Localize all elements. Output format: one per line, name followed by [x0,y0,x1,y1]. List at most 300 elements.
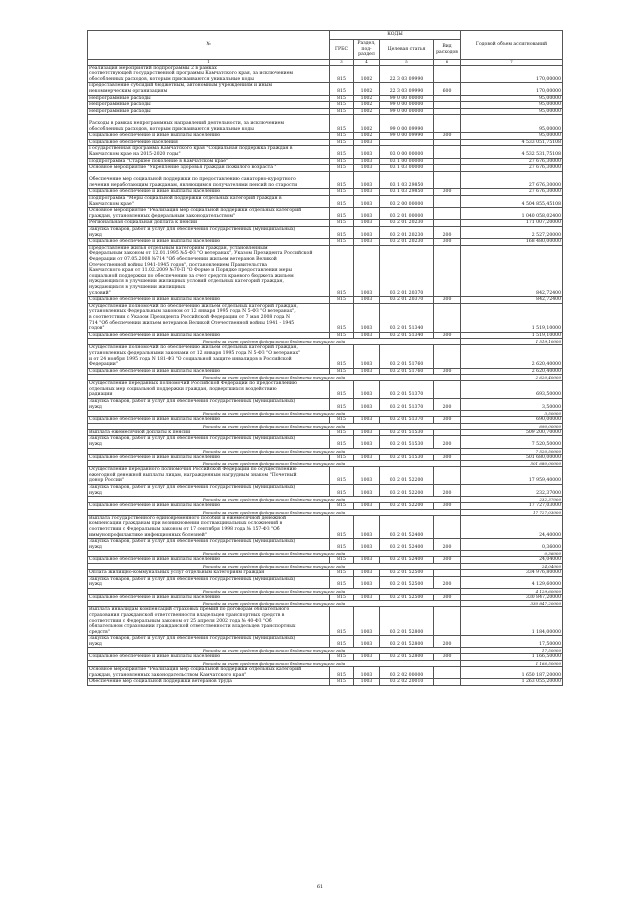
table-row [88,227,563,239]
row-csr: 03 2 01 51760 [380,345,434,368]
row-amount: 7 520,50000 [461,436,563,448]
table-row [88,332,563,339]
row-name: Социальное обеспечение и иные выплаты населению [88,189,330,196]
row-name: Закупка товаров, работ и услуг для обеспечения государственных (муниципальных) нужд [88,539,330,551]
row-grbs: 815 [330,196,354,208]
row-csr: 03 2 01 52800 [380,654,434,661]
row-amount: 4 533 051,75108 [461,139,563,146]
row-amount: 24,04000 [461,557,563,564]
row-razdel: 1003 [354,679,380,686]
row-name: Социальное обеспечение и иные выплаты населению [88,503,330,510]
row-name: Непрограммные расходы [88,102,330,109]
federal-funds-note: Расходы за счет средств федерального бюджета текущего года [88,563,461,569]
index-cell: 6 [434,60,461,66]
row-name: Расходы в рамках непрограммных направлений деятельности, за исключением обособленных расходов, которым присваиваются уникальные коды [88,115,330,133]
row-razdel: 1003 [354,297,380,304]
row-grbs: 815 [330,539,354,551]
row-csr: 03 1 03 00000 [380,165,434,172]
row-name: Социальное обеспечение и иные выплаты населению [88,557,330,564]
table-body [88,60,563,686]
federal-funds-note: Расходы за счет средств федерального бюджета текущего года [88,423,461,429]
row-amount: 27 676,30000 [461,189,563,196]
row-vr [434,569,461,576]
row-grbs: 815 [330,636,354,648]
federal-funds-note: Расходы за счет средств федерального бюджета текущего года [88,448,461,454]
row-grbs: 815 [330,239,354,246]
row-csr: 03 1 00 00000 [380,158,434,165]
table-row [88,102,563,109]
row-csr: 03 0 00 00000 [380,146,434,158]
row-name: Оплата жилищно-коммунальных услуг отдельным категориям граждан [88,569,330,576]
row-csr: 03 2 01 51760 [380,368,434,375]
row-vr [434,65,461,83]
row-razdel: 1003 [354,146,380,158]
row-razdel: 1003 [354,576,380,588]
row-name: Закупка товаров, работ и услуг для обеспечения государственных (муниципальных) нужд [88,485,330,497]
row-amount: 1 650 187,20000 [461,667,563,679]
table-row [88,133,563,140]
row-vr: 300 [434,594,461,601]
federal-funds-amount: 4 129,60000 [461,588,563,594]
table-row [88,654,563,661]
row-csr: 03 2 01 52200 [380,467,434,485]
row-name: Социальное обеспечение и иные выплаты населению [88,133,330,140]
row-razdel: 1003 [354,539,380,551]
row-vr: 300 [434,654,461,661]
row-name: Предоставление субсидий бюджетным, автономным учреждениям и иным некоммерческим организациям [88,83,330,95]
row-grbs: 815 [330,667,354,679]
table-row [88,171,563,189]
row-razdel: 1003 [354,467,380,485]
row-vr [434,515,461,538]
row-amount: 509 200,70000 [461,429,563,436]
row-name: Выплата ежемесячной доплаты к пенсии [88,429,330,436]
row-grbs: 815 [330,146,354,158]
header-csr: Целевая статья [380,40,434,60]
row-grbs: 815 [330,399,354,411]
row-csr: 03 2 01 20230 [380,227,434,239]
row-vr [434,165,461,172]
federal-funds-amount: 7 520,50000 [461,448,563,454]
row-amount: 842,72400 [461,297,563,304]
header-codes: КОДЫ [330,31,461,40]
row-amount: 1 040 058,02400 [461,208,563,220]
row-name: Социальное обеспечение населения [88,139,330,146]
row-csr: 03 2 01 52500 [380,594,434,601]
row-grbs: 815 [330,467,354,485]
row-name: Региональная социальная доплата к пенсии [88,220,330,227]
index-cell: 7 [461,60,563,66]
page-number: 61 [316,884,324,890]
row-vr: 300 [434,239,461,246]
row-vr [434,208,461,220]
table-row [88,345,563,368]
row-csr: 03 2 01 20370 [380,245,434,296]
federal-funds-note: Расходы за счет средств федерального бюджета текущего года [88,339,461,345]
row-name: Основное мероприятие "Реализация мер социальной поддержки отдельных категорий граждан, установленных законодательством Камчатского края" [88,667,330,679]
header-number: № [88,31,330,60]
row-name: Государственная программа Камчатского края "Социальная поддержка граждан в Камчатском крае на 2015-2020 годы" [88,146,330,158]
table-row [88,220,563,227]
row-vr [434,146,461,158]
row-razdel: 1003 [354,569,380,576]
row-grbs: 815 [330,557,354,564]
row-razdel: 1003 [354,239,380,246]
row-razdel: 1002 [354,115,380,133]
row-name: Социальное обеспечение и иные выплаты населению [88,297,330,304]
federal-funds-amount: 690,00000 [461,423,563,429]
row-razdel: 1003 [354,454,380,461]
row-name: Осуществление полномочий по обеспечению жильем отдельных категорий граждан, установленных Федеральным законом от 12 января 1995 года N 5-ФЗ "О ветеранах", в соответствии с Указом Президента Российской Федерации от 7 мая 2008 года N 714 "Об обеспечении жильем ветеранов Великой Отечественной войны 1941 - 1945 годов" [88,303,330,332]
row-vr: 300 [434,368,461,375]
row-amount: 3,50000 [461,399,563,411]
row-amount: 95,00000 [461,95,563,102]
federal-funds-note: Расходы за счет средств федерального бюджета текущего года [88,661,461,667]
row-csr: 03 2 01 52800 [380,607,434,636]
table-row [88,454,563,461]
row-csr: 03 2 01 20230 [380,239,434,246]
row-name: Реализация мероприятий подпрограммы 2 в рамках соответствующей государственной программы Камчатского края, за исключением обособленных расходов, которым присваиваются уникальные коды [88,65,330,83]
row-name: Социальное обеспечение и иные выплаты населению [88,332,330,339]
table-row [88,539,563,551]
row-grbs: 815 [330,332,354,339]
row-razdel: 1003 [354,165,380,172]
row-amount: 334 976,80000 [461,569,563,576]
row-grbs: 815 [330,297,354,304]
row-razdel: 1003 [354,158,380,165]
row-name: Закупка товаров, работ и услуг для обеспечения государственных (муниципальных) нужд [88,636,330,648]
row-csr: 22 3 03 09990 [380,65,434,83]
table-row [88,399,563,411]
federal-funds-amount: 232,37000 [461,497,563,503]
row-razdel: 1003 [354,208,380,220]
row-vr [434,196,461,208]
federal-funds-amount: 501 680,00000 [461,461,563,467]
federal-funds-note: Расходы за счет средств федерального бюджета текущего года [88,461,461,467]
row-grbs: 815 [330,503,354,510]
row-vr: 200 [434,227,461,239]
row-amount: 2 620,40000 [461,345,563,368]
index-cell: 4 [354,60,380,66]
row-amount: 170,00000 [461,83,563,95]
table-row [88,368,563,375]
table-row [88,108,563,115]
row-razdel: 1003 [354,667,380,679]
row-csr: 03 2 01 52500 [380,576,434,588]
row-grbs: 815 [330,102,354,109]
table-row [88,515,563,538]
row-grbs: 815 [330,345,354,368]
row-grbs: 815 [330,436,354,448]
row-csr: 03 2 01 51530 [380,436,434,448]
row-csr: 03 2 01 52500 [380,569,434,576]
budget-table [87,30,563,686]
row-razdel: 1003 [354,485,380,497]
row-grbs: 815 [330,208,354,220]
row-razdel: 1003 [354,332,380,339]
row-razdel: 1002 [354,95,380,102]
document-page [87,30,562,686]
row-grbs: 815 [330,607,354,636]
table-row [88,139,563,146]
row-razdel: 1003 [354,245,380,296]
federal-funds-amount: 2 620,40000 [461,375,563,381]
federal-funds-note: Расходы за счет средств федерального бюджета текущего года [88,551,461,557]
row-razdel: 1003 [354,399,380,411]
row-csr: 22 3 03 09990 [380,83,434,95]
row-csr: 03 2 01 51370 [380,381,434,399]
row-grbs: 815 [330,133,354,140]
row-vr [434,381,461,399]
row-amount: 27 676,30000 [461,171,563,189]
row-amount: 4 532 531,75108 [461,146,563,158]
row-razdel: 1002 [354,65,380,83]
row-grbs: 815 [330,417,354,424]
row-name: Социальное обеспечение и иные выплаты населению [88,239,330,246]
row-name: Предоставление жилья отдельным категориям граждан, установленным Федеральным законом от 12.01.1995 №5-ФЗ "О ветеранах", Указом Президента Российской Федерации от 07.05.2008 №714 "Об обеспечении жильем ветеранов Великой Отечественной войны 1941-1945 годов", постановлением Правительства Камчатского края от 11.02.2009 №70-П "О Форме и Порядке предоставления меры социальной поддержки по обеспечению за счет средств краевого бюджета жильем нуждающихся в улучшении жилищных условий отдельных категорий граждан, нуждающихся в улучшении жилищных условий" [88,245,330,296]
row-grbs: 815 [330,171,354,189]
index-cell: 5 [380,60,434,66]
table-row [88,245,563,296]
row-grbs: 815 [330,220,354,227]
table-row [88,594,563,601]
row-name: Закупка товаров, работ и услуг для обеспечения государственных (муниципальных) нужд [88,576,330,588]
row-csr: 03 2 01 52800 [380,636,434,648]
federal-funds-note: Расходы за счет средств федерального бюджета текущего года [88,497,461,503]
header-razdel: Раздел, под-раздел [354,40,380,60]
table-row [88,208,563,220]
row-razdel: 1003 [354,654,380,661]
row-name: Подпрограмма "Меры социальной поддержки отдельных категорий граждан в Камчатском крае" [88,196,330,208]
row-grbs: 815 [330,158,354,165]
row-csr: 99 0 00 00000 [380,95,434,102]
row-name: Закупка товаров, работ и услуг для обеспечения государственных (муниципальных) нужд [88,399,330,411]
row-vr: 200 [434,636,461,648]
row-amount: 17 959,40000 [461,467,563,485]
row-vr: 300 [434,332,461,339]
row-vr: 300 [434,133,461,140]
table-row [88,417,563,424]
row-name: Осуществление переданных полномочий Российской Федерации по предоставлению отдельных мер социальной поддержки граждан, подвергшихся воздействию радиации [88,381,330,399]
row-amount: 1 166,50000 [461,654,563,661]
row-amount: 1 519,10000 [461,303,563,332]
row-csr: 03 1 03 29850 [380,189,434,196]
table-row [88,189,563,196]
row-name: Обеспечение мер социальной поддержки по предоставлению санаторно-курортного лечения неработающим гражданам, являющимся получателями пенсий по старости [88,171,330,189]
row-csr: 99 0 00 09990 [380,133,434,140]
row-amount: 232,37000 [461,485,563,497]
table-row [88,569,563,576]
row-name: Осуществление переданного полномочия Российской Федерации по осуществлению ежегодной денежной выплаты лицам, награжденным нагрудным знаком "Почетный донор России" [88,467,330,485]
row-grbs: 815 [330,594,354,601]
table-row [88,158,563,165]
row-grbs: 815 [330,83,354,95]
row-grbs: 815 [330,368,354,375]
row-amount: 27 676,30000 [461,158,563,165]
row-grbs: 815 [330,381,354,399]
index-cell: 3 [330,60,354,66]
row-vr [434,220,461,227]
row-amount: 95,00000 [461,115,563,133]
row-amount: 842,72400 [461,245,563,296]
row-name: Основное мероприятие "Реализация мер социальной поддержки отдельных категорий граждан, установленных федеральным законодательством" [88,208,330,220]
row-vr [434,171,461,189]
row-csr: 03 2 01 51340 [380,303,434,332]
row-razdel: 1003 [354,345,380,368]
row-amount: 0,36000 [461,539,563,551]
row-grbs: 815 [330,65,354,83]
index-cell: 1 [88,60,330,66]
table-row [88,165,563,172]
row-vr [434,667,461,679]
row-amount: 1 184,00000 [461,607,563,636]
row-grbs: 815 [330,515,354,538]
table-row [88,485,563,497]
row-razdel: 1003 [354,381,380,399]
row-name: Закупка товаров, работ и услуг для обеспечения государственных (муниципальных) нужд [88,436,330,448]
row-razdel: 1003 [354,636,380,648]
row-name: Подпрограмма "Старшее поколение в Камчатском крае" [88,158,330,165]
row-vr: 600 [434,83,461,95]
row-grbs: 815 [330,245,354,296]
federal-funds-amount: 3,50000 [461,411,563,417]
table-row [88,303,563,332]
row-csr: 03 2 01 51530 [380,429,434,436]
row-vr [434,467,461,485]
table-row [88,467,563,485]
row-vr [434,679,461,686]
table-row [88,65,563,83]
federal-funds-note: Расходы за счет средств федерального бюджета текущего года [88,648,461,654]
federal-funds-note: Расходы за счет средств федерального бюджета текущего года [88,588,461,594]
row-csr: 03 2 01 52200 [380,503,434,510]
row-csr: 99 0 00 00000 [380,102,434,109]
row-amount: 2 527,20000 [461,227,563,239]
row-csr: 03 2 01 51370 [380,399,434,411]
row-grbs: 815 [330,165,354,172]
row-razdel: 1002 [354,108,380,115]
row-amount: 330 847,20000 [461,594,563,601]
row-vr: 200 [434,539,461,551]
row-vr [434,429,461,436]
row-amount: 4 129,60000 [461,576,563,588]
row-razdel: 1003 [354,189,380,196]
row-csr: 99 0 00 00000 [380,108,434,115]
row-amount: 4 504 855,45108 [461,196,563,208]
row-amount: 690,00000 [461,417,563,424]
row-name: Социальное обеспечение и иные выплаты населению [88,454,330,461]
federal-funds-note: Расходы за счет средств федерального бюджета текущего года [88,509,461,515]
row-vr: 300 [434,503,461,510]
federal-funds-amount: 1 166,50000 [461,661,563,667]
row-csr: 03 2 01 52400 [380,557,434,564]
table-row [88,196,563,208]
federal-funds-note: Расходы за счет средств федерального бюджета текущего года [88,411,461,417]
row-vr: 200 [434,576,461,588]
row-csr: 03 2 01 20230 [380,220,434,227]
row-csr: 03 2 01 52200 [380,485,434,497]
table-row [88,146,563,158]
row-grbs: 815 [330,654,354,661]
row-vr [434,245,461,296]
row-grbs: 815 [330,569,354,576]
row-amount: 168 480,00000 [461,239,563,246]
row-name: Непрограммные расходы [88,95,330,102]
row-vr: 200 [434,436,461,448]
row-amount: 171 007,20000 [461,220,563,227]
table-row [88,636,563,648]
row-grbs: 815 [330,303,354,332]
federal-funds-amount: 330 847,20000 [461,601,563,607]
row-amount: 27 676,30000 [461,165,563,172]
row-csr: 03 2 01 52400 [380,515,434,538]
row-grbs: 815 [330,227,354,239]
row-vr [434,303,461,332]
federal-funds-amount: 1 519,10000 [461,339,563,345]
row-vr [434,115,461,133]
row-vr [434,607,461,636]
row-grbs: 815 [330,139,354,146]
row-csr: 03 2 02 20010 [380,679,434,686]
table-row [88,607,563,636]
row-grbs: 815 [330,485,354,497]
row-razdel: 1002 [354,102,380,109]
row-vr [434,345,461,368]
row-name: Социальное обеспечение и иные выплаты населению [88,368,330,375]
row-razdel: 1003 [354,139,380,146]
row-grbs: 815 [330,95,354,102]
row-amount: 17,50000 [461,636,563,648]
row-amount: 24,40000 [461,515,563,538]
table-row [88,381,563,399]
row-amount: 1 263 055,20000 [461,679,563,686]
federal-funds-amount: 0,36000 [461,551,563,557]
row-vr: 300 [434,454,461,461]
row-grbs: 815 [330,108,354,115]
row-vr [434,158,461,165]
row-vr: 300 [434,297,461,304]
row-amount: 693,50000 [461,381,563,399]
row-amount: 95,00000 [461,102,563,109]
table-row [88,297,563,304]
row-vr: 200 [434,399,461,411]
row-vr [434,108,461,115]
federal-funds-amount: 17 727,03000 [461,509,563,515]
row-csr: 03 2 01 51530 [380,454,434,461]
row-csr: 03 2 01 20370 [380,297,434,304]
row-csr [380,139,434,146]
row-csr: 03 2 02 00000 [380,667,434,679]
row-name: Социальное обеспечение и иные выплаты населению [88,654,330,661]
row-grbs: 815 [330,189,354,196]
row-csr: 03 2 01 00000 [380,208,434,220]
row-vr: 300 [434,557,461,564]
federal-funds-note: Расходы за счет средств федерального бюджета текущего года [88,375,461,381]
row-grbs: 815 [330,679,354,686]
table-row [88,679,563,686]
header-grbs: ГРБС [330,40,354,60]
row-name: Социальное обеспечение и иные выплаты населению [88,594,330,601]
row-csr: 03 1 03 29850 [380,171,434,189]
row-csr: 03 2 01 52400 [380,539,434,551]
row-razdel: 1003 [354,303,380,332]
table-row [88,115,563,133]
row-grbs: 815 [330,576,354,588]
row-vr [434,102,461,109]
table-row [88,83,563,95]
row-grbs: 815 [330,115,354,133]
row-amount: 17 727,03000 [461,503,563,510]
